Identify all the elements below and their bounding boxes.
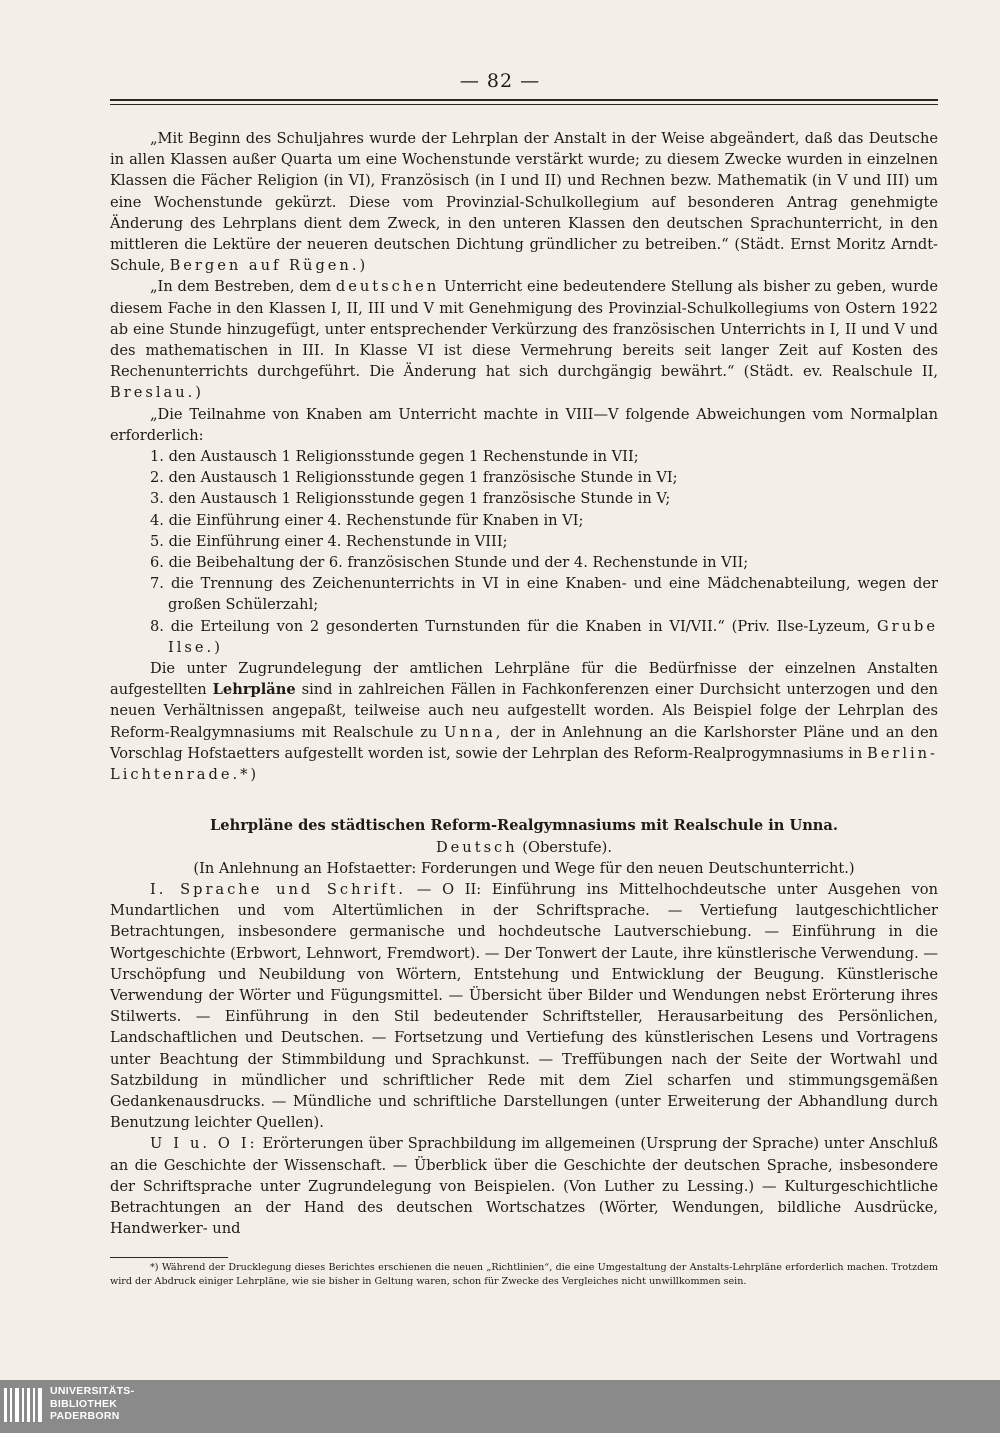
library-name: UNIVERSITÄTS- BIBLIOTHEK PADERBORN	[50, 1385, 135, 1422]
section-lead: U I u. O I:	[150, 1135, 258, 1153]
spaced-place-name: Breslau.)	[110, 384, 204, 402]
paragraph-4: Die unter Zugrundelegung der amtlichen Lehrpläne für die Bedürfnisse der einzelnen Anstalten aufgestellten Lehrpläne sind in zahlreichen Fällen in Fachkonferenzen einer Durchsicht unterzogen und den neuen Verhältnissen angepaßt, teilweise auch neu aufgestellt worden. Als Beispiel folge der Lehrplan des Reform-Realgymnasiums mit Realschule zu Unna, der in Anlehnung an die Karlshorster Pläne und an den Vorschlag Hofstaetters aufgestellt worden ist, sowie der Lehrplan des Reform-Realprogymnasiums in Berlin-Lichtenrade.*)	[110, 660, 939, 784]
footnote-rule	[110, 1257, 228, 1258]
library-logo-icon	[4, 1386, 44, 1424]
section-lead: I. Sprache und Schrift.	[150, 880, 407, 898]
page-body	[110, 128, 938, 1289]
spaced-emphasis: deutschen	[335, 278, 440, 296]
list-item: 1. den Austausch 1 Religionsstunde gegen 1 Rechenstunde in VII;	[150, 448, 639, 466]
footnote: *) Während der Drucklegung dieses Berichtes erschienen die neuen „Richtlinien“, die eine Umgestaltung der Anstalts-Lehrpläne erforderlich machen. Trotzdem wird der Abdruck einiger Lehrpläne, wie sie bisher in Geltung waren, schon für Zwecke des Vergleiches nicht unwillkommen sein.	[110, 1262, 938, 1288]
spaced-place-name: Berlin-Lichtenrade.*)	[110, 744, 938, 784]
paragraph-3: „Die Teilnahme von Knaben am Unterricht machte in VIII—V folgende Abweichungen vom Normalplan erforderlich:	[110, 405, 938, 444]
list-item: 5. die Einführung einer 4. Rechenstunde in VIII;	[150, 532, 508, 550]
library-footer	[0, 1380, 1000, 1433]
subject-note: (In Anlehnung an Hofstaetter: Forderungen und Wege für den neuen Deutschunterricht.)	[193, 859, 855, 877]
spaced-place-name: Unna,	[443, 723, 504, 741]
paragraph-1: „Mit Beginn des Schuljahres wurde der Lehrplan der Anstalt in der Weise abgeändert, daß das Deutsche in allen Klassen außer Quarta um eine Wochenstunde verstärkt wurde; zu diesem Zwecke wurden in einzelnen Klassen die Fächer Religion (in VI), Französisch (in I und II) und Rechnen bezw. Mathematik (in V und III) um eine Wochenstunde gekürzt. Diese vom Provinzial-Schulkollegium auf besonderen Antrag genehmigte Änderung des Lehrplans dient dem Zweck, in den unteren Klassen den deutschen Sprachunterricht, in den mittleren die Lektüre der neueren deutschen Dichtung gründlicher zu betreiben.“ (Städt. Ernst Moritz Arndt-Schule, Bergen auf Rügen.)	[110, 130, 938, 275]
spaced-place-name: Bergen auf Rügen.)	[169, 257, 369, 275]
list-item: 7. die Trennung des Zeichenunterrichts in VI in eine Knaben- und eine Mädchenabteilung, wegen der großen Schülerzahl;	[150, 575, 938, 614]
subject-title: Deutsch (Oberstufe).	[435, 838, 613, 856]
paragraph-5: I. Sprache und Schrift. — O II: Einführung ins Mittelhochdeutsche unter Ausgehen von Mundartlichen und vom Altertümlichen in der Schriftsprache. — Vertiefung lautgeschichtlicher Betrachtungen, insbesondere germanische und hochdeutsche Lautverschiebung. — Einführung in die Wortgeschichte (Erbwort, Lehnwort, Fremdwort). — Der Tonwert der Laute, ihre künstlerische Verwendung. — Urschöpfung und Neubildung von Wörtern, Entstehung und Entwicklung der Beugung. Künstlerische Verwendung der Wörter und Fügungsmittel. — Übersicht über Bilder und Wendungen nebst Erörterung ihres Stilwerts. — Einführung in den Stil bedeutender Schriftsteller, Herausarbeitung des Persönlichen, Landschaftlichen und Deutschen. — Fortsetzung und Vertiefung des künstlerischen Lesens und Vortragens unter Beachtung der Stimmbildung und Sprachkunst. — Treffübungen nach der Seite der Wortwahl und Satzbildung in mündlicher und schriftlicher Rede mit dem Ziel scharfen und stimmungsgemäßen Gedankenausdrucks. — Mündliche und schriftliche Darstellungen (unter Erweiterung der Abhandlung durch Benutzung leichter Quellen).	[110, 880, 938, 1132]
list-item: 3. den Austausch 1 Religionsstunde gegen 1 französische Stunde in V;	[150, 490, 671, 508]
list-item: 8. die Erteilung von 2 gesonderten Turnstunden für die Knaben in VI/VII.“ (Priv. Ilse-Lyzeum, Grube Ilse.)	[150, 617, 939, 656]
page-number: — 82 —	[459, 70, 541, 92]
list-item: 6. die Beibehaltung der 6. französischen Stunde und der 4. Rechenstunde in VII;	[150, 554, 749, 572]
list-item: 2. den Austausch 1 Religionsstunde gegen 1 französische Stunde in VI;	[150, 469, 678, 487]
list-item: 4. die Einführung einer 4. Rechenstunde für Knaben in VI;	[150, 511, 584, 529]
section-heading: Lehrpläne des städtischen Reform-Realgymnasiums mit Realschule in Unna.	[210, 817, 838, 835]
header-rule	[110, 99, 938, 105]
paragraph-6: U I u. O I: Erörterungen über Sprachbildung im allgemeinen (Ursprung der Sprache) unter Anschluß an die Geschichte der Wissenschaft. — Überblick über die Geschichte der deutschen Sprache, insbesondere der Schriftsprache unter Zugrundelegung von Beispielen. (Von Luther zu Lessing.) — Kulturgeschichtliche Betrachtungen an der Hand des deutschen Wortschatzes (Wörter, Wendungen, bildliche Ausdrücke, Handwerker- und	[110, 1135, 938, 1238]
paragraph-2: „In dem Bestreben, dem deutschen Unterricht eine bedeutendere Stellung als bisher zu geben, wurde diesem Fache in den Klassen I, II, III und V mit Genehmigung des Provinzial-Schulkollegiums von Ostern 1922 ab eine Stunde hinzugefügt, unter entsprechender Verkürzung des französischen Unterrichts in I, II und V und des mathematischen in III. In Klasse VI ist diese Vermehrung bereits seit langer Zeit auf Kosten des Rechenunterrichts durchgeführt. Die Änderung hat sich durchgängig bewährt.“ (Städt. ev. Realschule II, Breslau.)	[110, 278, 939, 402]
deviation-list	[110, 446, 938, 658]
bold-term: Lehrpläne	[212, 681, 296, 699]
spaced-place-name: Grube Ilse.)	[168, 617, 939, 656]
